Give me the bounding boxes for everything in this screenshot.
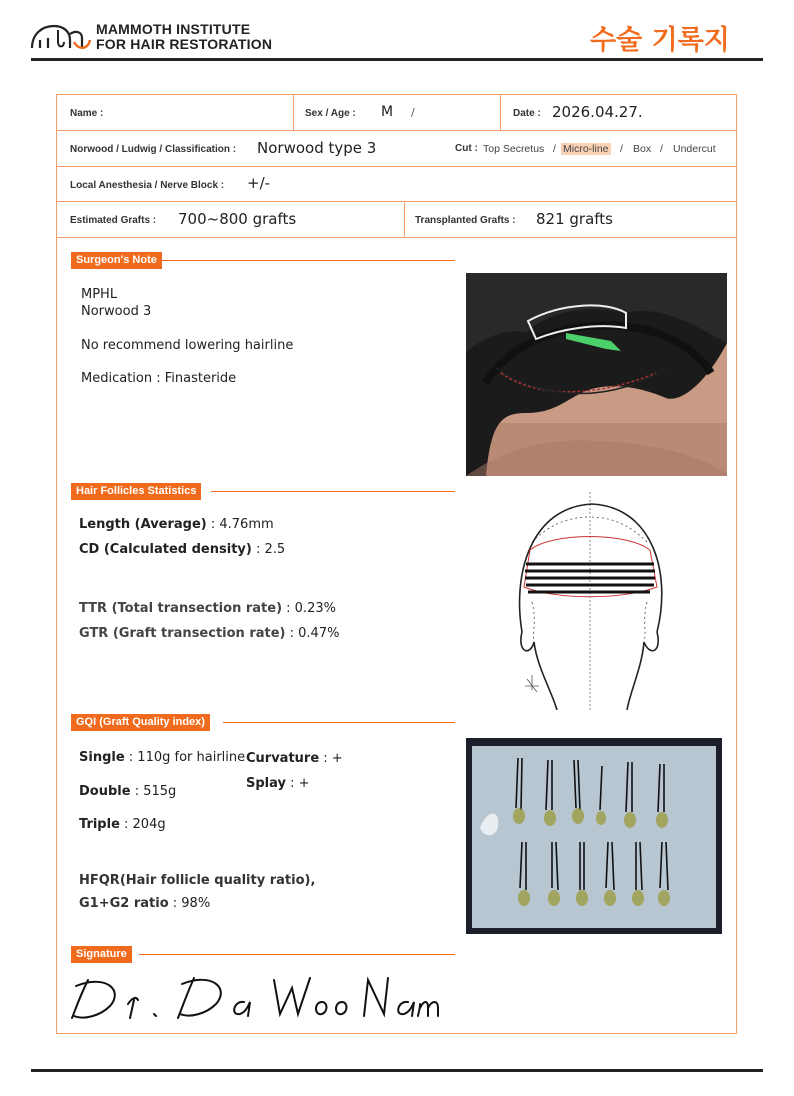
hairline-photo bbox=[466, 273, 727, 476]
brand-line-1: MAMMOTH INSTITUTE bbox=[96, 21, 251, 37]
triple-stat bbox=[79, 817, 166, 832]
anesthesia-label: Local Anesthesia / Nerve Block : bbox=[70, 180, 225, 191]
surgeon-note-heading: Surgeon's Note bbox=[71, 252, 162, 269]
ttr-value: : 0.23% bbox=[282, 601, 336, 616]
length-stat bbox=[79, 517, 274, 532]
col-divider bbox=[500, 94, 501, 130]
cut-separator: / bbox=[553, 143, 556, 155]
double-value: : 515g bbox=[130, 784, 177, 799]
classification-label: Norwood / Ludwig / Classification : bbox=[70, 144, 237, 155]
curvature-stat bbox=[246, 751, 343, 766]
row-divider bbox=[56, 201, 737, 202]
footer-divider bbox=[31, 1069, 763, 1072]
cut-option-box[interactable]: Box bbox=[633, 143, 652, 155]
col-divider bbox=[404, 201, 405, 237]
splay-label: Splay bbox=[246, 776, 286, 791]
section-line bbox=[160, 260, 455, 261]
doctor-signature bbox=[66, 966, 446, 1024]
sex-age-separator: / bbox=[411, 106, 415, 119]
brand-line-2: FOR HAIR RESTORATION bbox=[96, 36, 273, 52]
row-divider bbox=[56, 237, 737, 238]
signature-heading: Signature bbox=[71, 946, 132, 963]
sex-age-label: Sex / Age : bbox=[305, 108, 356, 119]
note-line: No recommend lowering hairline bbox=[81, 338, 294, 353]
length-value: : 4.76mm bbox=[206, 517, 274, 532]
double-label: Double bbox=[79, 784, 131, 799]
triple-value: : 204g bbox=[119, 817, 166, 832]
note-line: Medication : Finasteride bbox=[81, 371, 237, 386]
cut-option-micro-line[interactable]: Micro-line bbox=[563, 143, 609, 155]
estimated-grafts-label: Estimated Grafts : bbox=[70, 215, 157, 226]
estimated-grafts-field[interactable]: 700~800 grafts bbox=[178, 210, 297, 228]
hfqr-stat bbox=[79, 873, 315, 888]
cut-label: Cut : bbox=[455, 143, 478, 154]
ttr-label: TTR (Total transection rate) bbox=[79, 601, 283, 616]
gtr-label: GTR (Graft transection rate) bbox=[79, 626, 286, 641]
page-title: 수술 기록지 bbox=[590, 25, 730, 56]
splay-stat bbox=[246, 776, 310, 791]
section-line bbox=[223, 722, 455, 723]
curvature-value: : + bbox=[319, 751, 343, 766]
length-label: Length (Average) bbox=[79, 517, 207, 532]
mammoth-logo-icon bbox=[30, 20, 92, 52]
name-label: Name : bbox=[70, 108, 104, 119]
follicle-stats-heading: Hair Follicles Statistics bbox=[71, 483, 201, 500]
cut-option-undercut[interactable]: Undercut bbox=[673, 143, 716, 155]
gqi-heading: GQI (Graft Quality index) bbox=[71, 714, 210, 731]
ratio-value: : 98% bbox=[168, 896, 211, 911]
single-label: Single bbox=[79, 750, 125, 765]
cut-separator: / bbox=[620, 143, 623, 155]
donor-area-diagram bbox=[512, 492, 667, 710]
cd-value: : 2.5 bbox=[251, 542, 286, 557]
ttr-stat bbox=[79, 601, 336, 616]
single-stat bbox=[79, 750, 245, 765]
cut-option-top-secretus[interactable]: Top Secretus bbox=[483, 143, 545, 155]
cd-stat bbox=[79, 542, 285, 557]
transplanted-grafts-field[interactable]: 821 grafts bbox=[536, 210, 613, 228]
double-stat bbox=[79, 784, 176, 799]
col-divider bbox=[293, 94, 294, 130]
date-field[interactable]: 2026.04.27. bbox=[552, 103, 643, 121]
classification-field[interactable]: Norwood type 3 bbox=[257, 139, 377, 157]
date-label: Date : bbox=[513, 108, 541, 119]
ratio-label: G1+G2 ratio bbox=[79, 896, 169, 911]
note-line: Norwood 3 bbox=[81, 304, 152, 319]
gtr-stat bbox=[79, 626, 339, 641]
brand-name bbox=[96, 22, 272, 52]
note-line: MPHL bbox=[81, 287, 118, 302]
cd-label: CD (Calculated density) bbox=[79, 542, 252, 557]
row-divider bbox=[56, 166, 737, 167]
hfqr-label: HFQR(Hair follicle quality ratio), bbox=[79, 873, 316, 888]
anesthesia-field[interactable]: +/- bbox=[247, 174, 271, 192]
cut-separator: / bbox=[660, 143, 663, 155]
header-divider bbox=[31, 58, 763, 61]
graft-sample-photo bbox=[466, 738, 722, 934]
triple-label: Triple bbox=[79, 817, 120, 832]
single-value: : 110g for hairline bbox=[124, 750, 246, 765]
row-divider bbox=[56, 130, 737, 131]
curvature-label: Curvature bbox=[246, 751, 320, 766]
section-line bbox=[211, 491, 455, 492]
section-line bbox=[139, 954, 455, 955]
splay-value: : + bbox=[285, 776, 310, 791]
ratio-stat bbox=[79, 896, 210, 911]
transplanted-grafts-label: Transplanted Grafts : bbox=[415, 215, 516, 226]
sex-field[interactable]: M bbox=[381, 104, 394, 120]
gtr-value: : 0.47% bbox=[285, 626, 340, 641]
